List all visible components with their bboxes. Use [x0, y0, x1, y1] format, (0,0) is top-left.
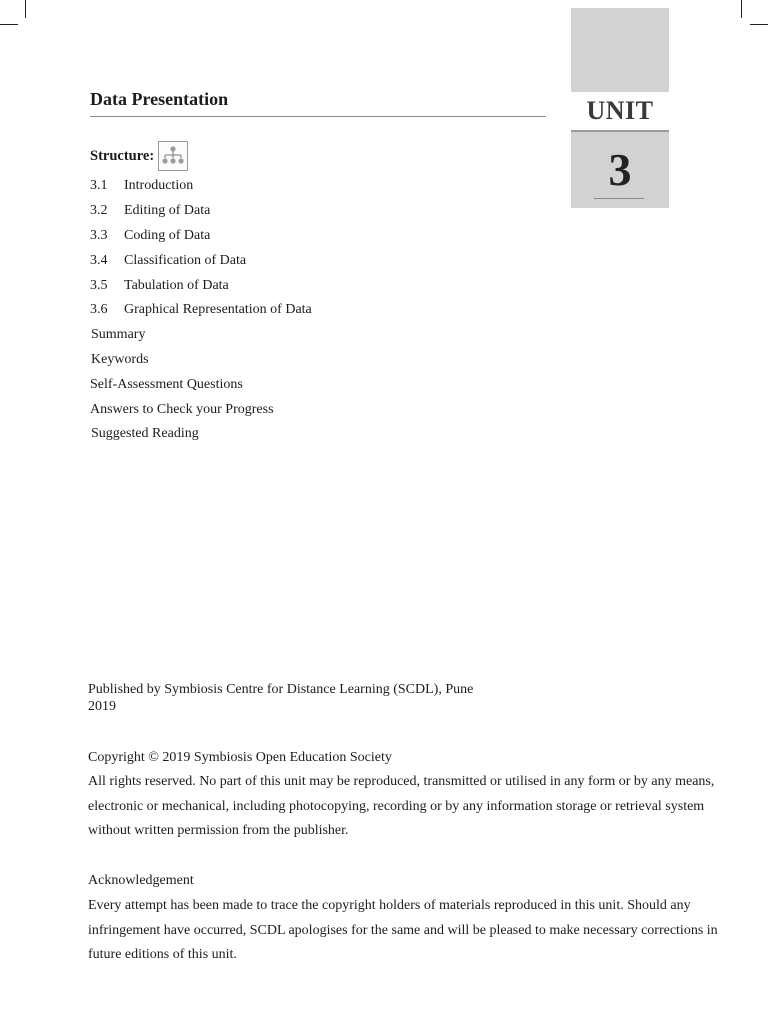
crop-mark-top-left-vertical [25, 0, 26, 18]
toc-item-title: Coding of Data [124, 227, 211, 243]
toc-item-number: 3.1 [90, 178, 108, 194]
structure-label: Structure: [90, 148, 155, 164]
unit-number-underline [594, 198, 644, 199]
publisher-line: Published by Symbiosis Centre for Distance Learning (SCDL), Pune [88, 682, 474, 697]
toc-item-answers-to-check-your-progress: Answers to Check your Progress [90, 401, 274, 417]
acknowledgement-paragraph: Every attempt has been made to trace the copyright holders of materials reproduced in this unit. Should any infringement have occurred, SCDL apologises for the same and will be pleased to make necessary corrections in future editions of this unit. [88, 898, 718, 963]
unit-label: UNIT [586, 96, 654, 125]
toc-item-self-assessment-questions: Self-Assessment Questions [90, 376, 243, 392]
toc-item-title: Graphical Representation of Data [124, 302, 312, 318]
crop-mark-top-right-horizontal [750, 24, 768, 25]
toc-item-title: Classification of Data [124, 252, 247, 268]
copyright-line: Copyright © 2019 Symbiosis Open Education Society [88, 750, 392, 765]
structure-heading [90, 141, 188, 171]
toc-item-coding-of-data [90, 224, 312, 249]
toc-item-classification-of-data [90, 248, 312, 273]
toc-item-introduction [90, 174, 312, 199]
publication-year: 2019 [88, 699, 116, 714]
acknowledgement-heading: Acknowledgement [88, 873, 194, 888]
toc-item-number: 3.3 [90, 227, 108, 243]
toc-item-tabulation-of-data [90, 273, 312, 298]
hierarchy-icon [158, 141, 188, 171]
toc-item-title: Editing of Data [124, 203, 211, 219]
unit-badge [571, 8, 669, 208]
chapter-title: Data Presentation [90, 89, 229, 109]
toc-item-summary: Summary [91, 327, 146, 343]
toc-item-number: 3.4 [90, 252, 108, 268]
toc-item-title: Tabulation of Data [124, 277, 229, 293]
toc-item-title: Introduction [124, 178, 194, 194]
crop-mark-top-right-vertical [741, 0, 742, 18]
unit-number: 3 [608, 144, 632, 195]
toc-item-keywords: Keywords [91, 351, 149, 367]
title-rule [90, 116, 546, 117]
rights-reserved-paragraph: All rights reserved. No part of this unit may be reproduced, transmitted or utilised in any form or by any means, electronic or mechanical, including photocopying, recording or by any information storage or retrieval system without written permission from the publisher. [88, 774, 715, 839]
toc-item-number: 3.2 [90, 203, 108, 219]
unit-badge-bottom-block [571, 132, 669, 208]
toc-item-graphical-representation [90, 298, 312, 323]
toc-item-suggested-reading: Suggested Reading [91, 426, 199, 442]
crop-mark-top-left-horizontal [0, 24, 18, 25]
hierarchy-icon-graphic [161, 145, 185, 167]
toc-item-editing-of-data [90, 199, 312, 224]
structure-list [90, 174, 312, 447]
unit-badge-top-block [571, 8, 669, 92]
publisher-block [88, 681, 473, 715]
toc-item-number: 3.5 [90, 277, 108, 293]
toc-item-number: 3.6 [90, 302, 108, 318]
